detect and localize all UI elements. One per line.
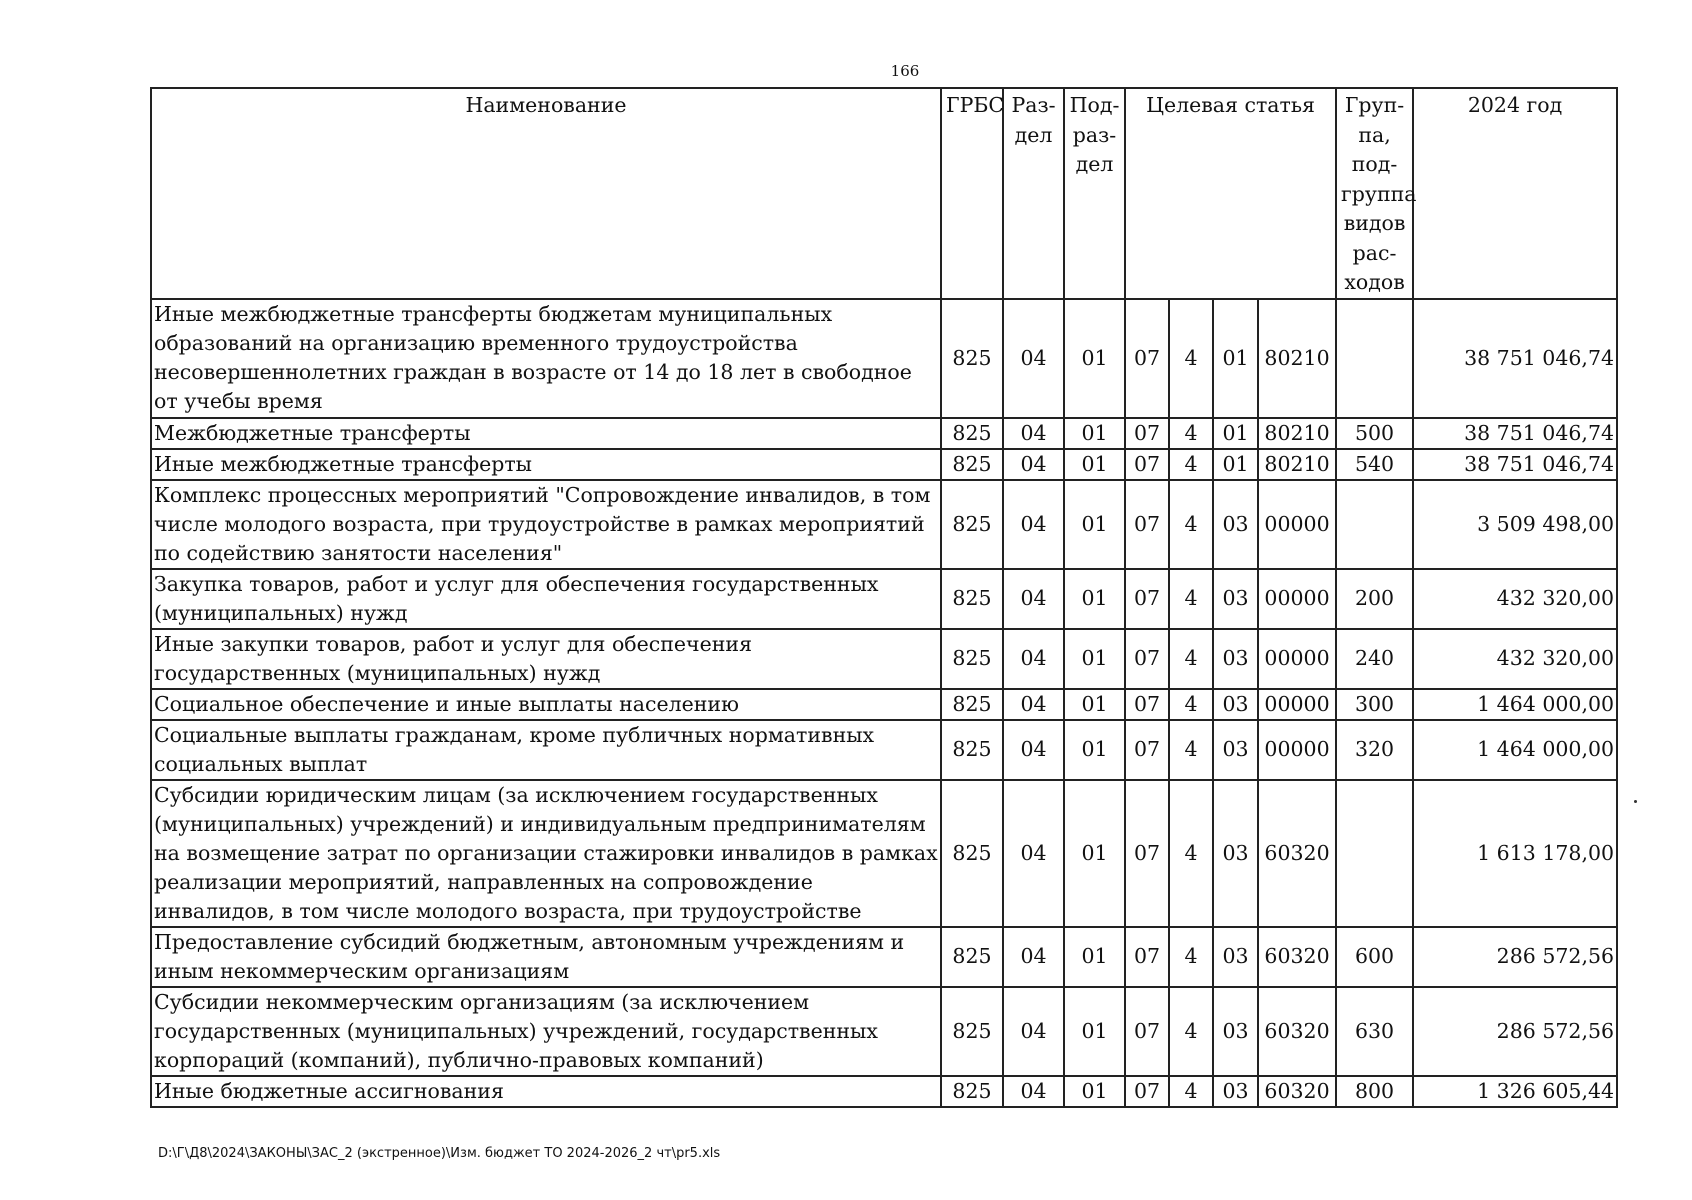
row-grbs: 825	[941, 689, 1003, 720]
row-grbs: 825	[941, 780, 1003, 927]
row-razdel: 04	[1003, 780, 1064, 927]
row-podrazdel: 01	[1064, 987, 1125, 1076]
row-amount: 432 320,00	[1413, 629, 1617, 689]
row-grbs: 825	[941, 299, 1003, 418]
row-amount: 38 751 046,74	[1413, 299, 1617, 418]
row-group: 800	[1336, 1076, 1413, 1107]
row-t4: 00000	[1258, 689, 1336, 720]
row-amount: 3 509 498,00	[1413, 480, 1617, 569]
row-podrazdel: 01	[1064, 720, 1125, 780]
row-razdel: 04	[1003, 480, 1064, 569]
row-amount: 38 751 046,74	[1413, 449, 1617, 480]
row-group: 600	[1336, 927, 1413, 987]
row-podrazdel: 01	[1064, 689, 1125, 720]
table-body	[151, 299, 1617, 1107]
row-name: Закупка товаров, работ и услуг для обеспечения государственных (муниципальных) нужд	[151, 569, 941, 629]
row-razdel: 04	[1003, 449, 1064, 480]
row-podrazdel: 01	[1064, 569, 1125, 629]
header-name: Наименование	[151, 88, 941, 299]
row-t4: 80210	[1258, 418, 1336, 449]
row-razdel: 04	[1003, 569, 1064, 629]
row-name: Межбюджетные трансферты	[151, 418, 941, 449]
table-row	[151, 449, 1617, 480]
row-t3: 03	[1213, 987, 1258, 1076]
row-t1: 07	[1125, 449, 1169, 480]
table-row	[151, 629, 1617, 689]
row-podrazdel: 01	[1064, 1076, 1125, 1107]
row-t1: 07	[1125, 1076, 1169, 1107]
row-t3: 01	[1213, 299, 1258, 418]
header-year: 2024 год	[1413, 88, 1617, 299]
row-grbs: 825	[941, 629, 1003, 689]
row-t2: 4	[1169, 418, 1213, 449]
row-t3: 03	[1213, 480, 1258, 569]
row-podrazdel: 01	[1064, 449, 1125, 480]
row-name: Иные бюджетные ассигнования	[151, 1076, 941, 1107]
row-t2: 4	[1169, 927, 1213, 987]
row-t4: 00000	[1258, 480, 1336, 569]
row-podrazdel: 01	[1064, 780, 1125, 927]
row-group: 500	[1336, 418, 1413, 449]
row-t2: 4	[1169, 720, 1213, 780]
row-grbs: 825	[941, 987, 1003, 1076]
row-grbs: 825	[941, 1076, 1003, 1107]
row-t3: 03	[1213, 569, 1258, 629]
row-amount: 38 751 046,74	[1413, 418, 1617, 449]
row-t3: 01	[1213, 418, 1258, 449]
table-row	[151, 987, 1617, 1076]
row-t1: 07	[1125, 987, 1169, 1076]
row-name: Предоставление субсидий бюджетным, автономным учреждениям и иным некоммерческим организациям	[151, 927, 941, 987]
table-row	[151, 299, 1617, 418]
row-t2: 4	[1169, 480, 1213, 569]
row-grbs: 825	[941, 927, 1003, 987]
row-grbs: 825	[941, 480, 1003, 569]
row-amount: 1 326 605,44	[1413, 1076, 1617, 1107]
row-grbs: 825	[941, 720, 1003, 780]
row-t3: 03	[1213, 720, 1258, 780]
row-razdel: 04	[1003, 927, 1064, 987]
row-t4: 60320	[1258, 927, 1336, 987]
row-t3: 03	[1213, 689, 1258, 720]
row-t3: 03	[1213, 927, 1258, 987]
table-row	[151, 480, 1617, 569]
row-t3: 03	[1213, 780, 1258, 927]
table-row	[151, 1076, 1617, 1107]
row-razdel: 04	[1003, 720, 1064, 780]
row-name: Субсидии юридическим лицам (за исключением государственных (муниципальных) учреждений) и индивидуальным предпринимателям на возмещение затрат по организации стажировки инвалидов в рамках реализации мероприятий, направленных на сопровождение инвалидов, в том числе молодого возраста, при трудоустройстве	[151, 780, 941, 927]
table-row	[151, 780, 1617, 927]
row-name: Субсидии некоммерческим организациям (за исключением государственных (муниципальных) учреждений, государственных корпораций (компаний), публично-правовых компаний)	[151, 987, 941, 1076]
footer-file-path: D:\Г\Д8\2024\ЗАКОНЫ\ЗАС_2 (экстренное)\Изм. бюджет ТО 2024-2026_2 чт\pr5.xls	[158, 1146, 721, 1161]
row-t4: 60320	[1258, 987, 1336, 1076]
row-group: 300	[1336, 689, 1413, 720]
header-target: Целевая статья	[1125, 88, 1336, 299]
row-grbs: 825	[941, 449, 1003, 480]
row-t4: 80210	[1258, 449, 1336, 480]
row-group: 320	[1336, 720, 1413, 780]
row-amount: 286 572,56	[1413, 987, 1617, 1076]
row-t1: 07	[1125, 569, 1169, 629]
row-name: Иные межбюджетные трансферты	[151, 449, 941, 480]
row-t1: 07	[1125, 629, 1169, 689]
row-t2: 4	[1169, 449, 1213, 480]
table-row	[151, 927, 1617, 987]
row-group: 540	[1336, 449, 1413, 480]
row-name: Комплекс процессных мероприятий "Сопровождение инвалидов, в том числе молодого возраста, при трудоустройстве в рамках мероприятий по содействию занятости населения"	[151, 480, 941, 569]
row-grbs: 825	[941, 569, 1003, 629]
header-grbs: ГРБС	[941, 88, 1003, 299]
row-razdel: 04	[1003, 629, 1064, 689]
row-t3: 03	[1213, 1076, 1258, 1107]
table-row	[151, 569, 1617, 629]
row-group	[1336, 299, 1413, 418]
row-t1: 07	[1125, 927, 1169, 987]
row-group	[1336, 480, 1413, 569]
row-razdel: 04	[1003, 1076, 1064, 1107]
row-group: 200	[1336, 569, 1413, 629]
row-razdel: 04	[1003, 418, 1064, 449]
row-group	[1336, 780, 1413, 927]
row-t1: 07	[1125, 299, 1169, 418]
table-row	[151, 720, 1617, 780]
row-podrazdel: 01	[1064, 418, 1125, 449]
row-group: 630	[1336, 987, 1413, 1076]
row-name: Иные закупки товаров, работ и услуг для обеспечения государственных (муниципальных) нужд	[151, 629, 941, 689]
row-name: Социальные выплаты гражданам, кроме публичных нормативных социальных выплат	[151, 720, 941, 780]
row-name: Социальное обеспечение и иные выплаты населению	[151, 689, 941, 720]
row-t4: 00000	[1258, 720, 1336, 780]
header-group: Груп- па, под- группа видов рас- ходов	[1336, 88, 1413, 299]
table-row	[151, 689, 1617, 720]
scan-dot	[1634, 800, 1637, 803]
row-t4: 60320	[1258, 780, 1336, 927]
row-razdel: 04	[1003, 689, 1064, 720]
row-t4: 00000	[1258, 629, 1336, 689]
header-podrazdel: Под- раз- дел	[1064, 88, 1125, 299]
row-podrazdel: 01	[1064, 299, 1125, 418]
header-row	[151, 88, 1617, 299]
row-t1: 07	[1125, 418, 1169, 449]
row-amount: 1 464 000,00	[1413, 720, 1617, 780]
page-number: 166	[890, 62, 920, 80]
row-podrazdel: 01	[1064, 480, 1125, 569]
row-t2: 4	[1169, 987, 1213, 1076]
row-t2: 4	[1169, 780, 1213, 927]
row-razdel: 04	[1003, 299, 1064, 418]
row-t3: 03	[1213, 629, 1258, 689]
row-t2: 4	[1169, 629, 1213, 689]
row-t2: 4	[1169, 569, 1213, 629]
table-row	[151, 418, 1617, 449]
header-razdel: Раз- дел	[1003, 88, 1064, 299]
row-group: 240	[1336, 629, 1413, 689]
budget-table	[150, 87, 1618, 1108]
row-t2: 4	[1169, 1076, 1213, 1107]
row-t1: 07	[1125, 480, 1169, 569]
row-t1: 07	[1125, 720, 1169, 780]
row-t3: 01	[1213, 449, 1258, 480]
row-t4: 60320	[1258, 1076, 1336, 1107]
row-podrazdel: 01	[1064, 927, 1125, 987]
row-amount: 432 320,00	[1413, 569, 1617, 629]
row-amount: 1 464 000,00	[1413, 689, 1617, 720]
row-t1: 07	[1125, 780, 1169, 927]
row-grbs: 825	[941, 418, 1003, 449]
row-podrazdel: 01	[1064, 629, 1125, 689]
row-name: Иные межбюджетные трансферты бюджетам муниципальных образований на организацию временного трудоустройства несовершеннолетних граждан в возрасте от 14 до 18 лет в свободное от учебы время	[151, 299, 941, 418]
row-t4: 80210	[1258, 299, 1336, 418]
row-t4: 00000	[1258, 569, 1336, 629]
row-amount: 1 613 178,00	[1413, 780, 1617, 927]
row-amount: 286 572,56	[1413, 927, 1617, 987]
row-t2: 4	[1169, 299, 1213, 418]
row-razdel: 04	[1003, 987, 1064, 1076]
row-t1: 07	[1125, 689, 1169, 720]
row-t2: 4	[1169, 689, 1213, 720]
